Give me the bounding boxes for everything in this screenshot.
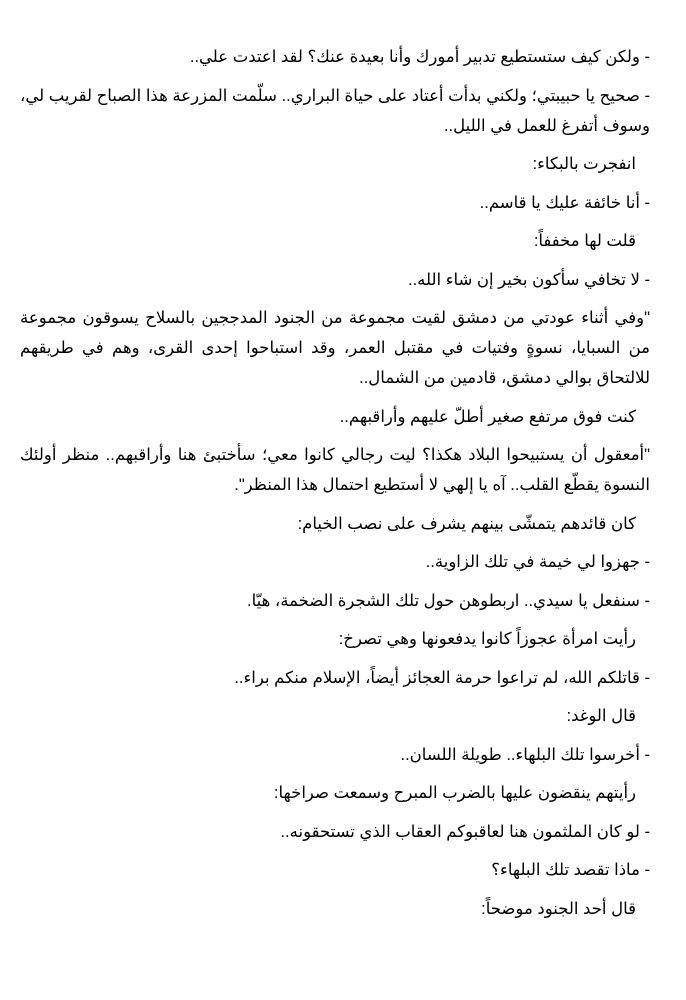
narration-line: قال الوغد: — [566, 707, 636, 725]
dialogue-line: - أنا خائفة عليك يا قاسم.. — [479, 193, 650, 212]
narration-line: قال أحد الجنود موضحاً: — [481, 899, 636, 918]
dialogue-line: - ولكن كيف ستستطيع تدبير أمورك وأنا بعيدة عنك؟ لقد اعتدت علي.. — [189, 48, 650, 66]
narration-line: كان قائدهم يتمشّى بينهم يشرف على نصب الخيام: — [297, 514, 636, 533]
dialogue-line: - ماذا تقصد تلك البلهاء؟ — [491, 861, 650, 879]
narration-line: رأيتهم ينقضون عليها بالضرب المبرح وسمعت صراخها: — [273, 784, 636, 802]
narration-line: انفجرت بالبكاء: — [532, 155, 636, 173]
dialogue-line: - جهزوا لي خيمة في تلك الزاوية.. — [425, 553, 650, 571]
narration-line: كنت فوق مرتفع صغير أطلّ عليهم وأراقبهم.. — [339, 407, 636, 426]
quoted-paragraph: "أمعقول أن يستبيحوا البلاد هكذا؟ ليت رجالي كانوا معي؛ سأختبئ هنا وأراقبهم.. منظر أولئك النسوة يقطّع القلب.. آه يا إلهي لا أستطيع احتمال هذا المنظر". — [20, 446, 650, 494]
narration-line: رأيت امرأة عجوزاً كانوا يدفعونها وهي تصرخ: — [338, 630, 636, 648]
dialogue-line: - صحيح يا حبيبتي؛ ولكني بدأت أعتاد على حياة البراري.. سلّمت المزرعة هذا الصباح لقريب لي، وسوف أتفرغ للعمل في الليل.. — [20, 86, 650, 135]
dialogue-line: - قاتلكم الله، لم تراعوا حرمة العجائز أيضاً، الإسلام منكم براء.. — [234, 668, 650, 687]
dialogue-line: - أخرسوا تلك البلهاء.. طويلة اللسان.. — [400, 745, 650, 764]
quoted-paragraph: "وفي أثناء عودتي من دمشق لقيت مجموعة من الجنود المدججين بالسلاح يسوقون مجموعة من السبايا، نسوةٍ وفتيات في مقتبل العمر، وقد استباحوا إحدى القرى، وهم في طريقهم للالتحاق بوالي دمشق، قادمين من الشمال.. — [20, 309, 650, 387]
dialogue-line: - سنفعل يا سيدي.. اربطوهن حول تلك الشجرة الضخمة، هيّا. — [247, 591, 650, 610]
dialogue-line: - لو كان الملثمون هنا لعاقبوكم العقاب الذي تستحقونه.. — [280, 822, 650, 841]
narration-line: قلت لها مخففاً: — [533, 232, 636, 250]
dialogue-line: - لا تخافي سأكون بخير إن شاء الله.. — [408, 270, 650, 289]
